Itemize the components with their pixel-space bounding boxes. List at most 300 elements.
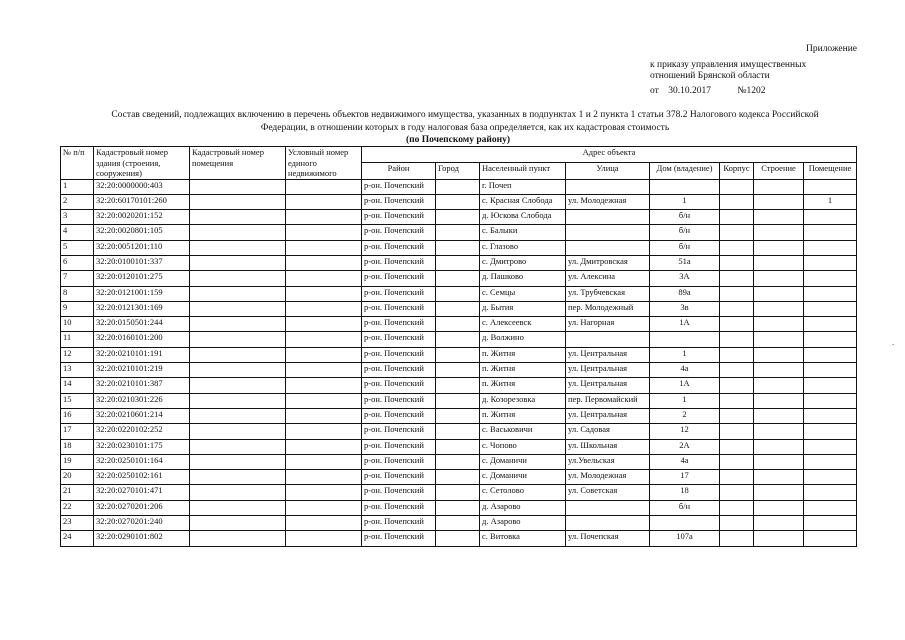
cell-building — [754, 179, 804, 194]
cell-street — [566, 210, 650, 225]
cell-settlement: с. Витовка — [480, 531, 566, 546]
cell-house: 107а — [650, 531, 720, 546]
table-row — [61, 454, 857, 469]
cell-room — [804, 393, 857, 408]
objects-table — [60, 146, 857, 547]
cell-city — [436, 454, 480, 469]
cell-num: 21 — [61, 485, 94, 500]
cell-street — [566, 225, 650, 240]
cell-cad-complex — [286, 301, 362, 316]
cell-cad-room — [190, 408, 286, 423]
cell-settlement: с. Дмитрово — [480, 255, 566, 270]
cell-house: 1А — [650, 317, 720, 332]
cell-cad-room — [190, 393, 286, 408]
cell-num: 17 — [61, 424, 94, 439]
cell-cad-room — [190, 179, 286, 194]
cell-house: 4а — [650, 363, 720, 378]
order-date: 30.10.2017 — [668, 86, 712, 96]
cell-house: 1А — [650, 378, 720, 393]
col-cad-room: Кадастровый номер помещения — [190, 147, 286, 180]
cell-cad-building: 32:20:0100101:337 — [94, 255, 190, 270]
cell-cad-building: 32:20:0220102:252 — [94, 424, 190, 439]
cell-city — [436, 317, 480, 332]
cell-num: 14 — [61, 378, 94, 393]
cell-cad-complex — [286, 408, 362, 423]
cell-settlement: с. Чопово — [480, 439, 566, 454]
cell-street: ул. Молодежная — [566, 194, 650, 209]
cell-cad-building: 32:20:60170101:260 — [94, 194, 190, 209]
cell-cad-complex — [286, 332, 362, 347]
cell-house — [650, 179, 720, 194]
cell-district: р-он. Почепский — [362, 332, 436, 347]
col-cad-building: Кадастровый номер здания (строения, сооружения) — [94, 147, 190, 180]
table-row — [61, 179, 857, 194]
cell-cad-building: 32:20:0270101:471 — [94, 485, 190, 500]
cell-building — [754, 332, 804, 347]
cell-cad-building: 32:20:0210101:387 — [94, 378, 190, 393]
table-row — [61, 408, 857, 423]
cell-street — [566, 516, 650, 531]
cell-cad-complex — [286, 470, 362, 485]
cell-settlement: с. Алексеевск — [480, 317, 566, 332]
cell-street: ул. Дмитровская — [566, 255, 650, 270]
cell-building — [754, 347, 804, 362]
table-row — [61, 286, 857, 301]
cell-room — [804, 363, 857, 378]
cell-street: ул. Центральная — [566, 378, 650, 393]
cell-cad-room — [190, 531, 286, 546]
cell-cad-room — [190, 454, 286, 469]
col-room: Помещение — [804, 163, 857, 179]
cell-house: 1 — [650, 347, 720, 362]
table-row — [61, 393, 857, 408]
cell-settlement: с. Васьковичи — [480, 424, 566, 439]
cell-cad-room — [190, 317, 286, 332]
cell-num: 1 — [61, 179, 94, 194]
cell-district: р-он. Почепский — [362, 439, 436, 454]
cell-num: 22 — [61, 500, 94, 515]
cell-korpus — [720, 332, 754, 347]
cell-cad-building: 32:20:0210101:191 — [94, 347, 190, 362]
table-row — [61, 332, 857, 347]
cell-cad-complex — [286, 225, 362, 240]
cell-korpus — [720, 301, 754, 316]
cell-district: р-он. Почепский — [362, 286, 436, 301]
cell-settlement: п. Житня — [480, 408, 566, 423]
cell-room — [804, 301, 857, 316]
cell-house: б/н — [650, 500, 720, 515]
cell-room: 1 — [804, 194, 857, 209]
cell-district: р-он. Почепский — [362, 317, 436, 332]
cell-cad-building: 32:20:0020801:105 — [94, 225, 190, 240]
cell-cad-room — [190, 424, 286, 439]
cell-cad-building: 32:20:0051201:110 — [94, 240, 190, 255]
cell-korpus — [720, 286, 754, 301]
cell-num: 9 — [61, 301, 94, 316]
cell-cad-room — [190, 363, 286, 378]
cell-settlement: д. Пашково — [480, 271, 566, 286]
cell-num: 10 — [61, 317, 94, 332]
cell-cad-complex — [286, 378, 362, 393]
cell-district: р-он. Почепский — [362, 516, 436, 531]
table-row — [61, 194, 857, 209]
table-row — [61, 500, 857, 515]
cell-cad-complex — [286, 393, 362, 408]
cell-korpus — [720, 424, 754, 439]
cell-room — [804, 500, 857, 515]
cell-room — [804, 516, 857, 531]
cell-district: р-он. Почепский — [362, 194, 436, 209]
cell-building — [754, 408, 804, 423]
col-district: Район — [362, 163, 436, 179]
cell-korpus — [720, 317, 754, 332]
cell-korpus — [720, 516, 754, 531]
cell-city — [436, 470, 480, 485]
cell-cad-complex — [286, 210, 362, 225]
cell-cad-building: 32:20:0290101:802 — [94, 531, 190, 546]
cell-house: 4а — [650, 454, 720, 469]
cell-korpus — [720, 255, 754, 270]
cell-city — [436, 332, 480, 347]
table-row — [61, 531, 857, 546]
cell-city — [436, 378, 480, 393]
table-header-row — [61, 147, 857, 163]
cell-cad-complex — [286, 255, 362, 270]
table-row — [61, 210, 857, 225]
cell-city — [436, 179, 480, 194]
cell-city — [436, 240, 480, 255]
cell-house: 12 — [650, 424, 720, 439]
cell-district: р-он. Почепский — [362, 531, 436, 546]
table-row — [61, 470, 857, 485]
cell-room — [804, 439, 857, 454]
cell-street: ул. Нагорная — [566, 317, 650, 332]
cell-house — [650, 332, 720, 347]
cell-room — [804, 531, 857, 546]
cell-cad-building: 32:20:0150501:244 — [94, 317, 190, 332]
cell-num: 5 — [61, 240, 94, 255]
cell-cad-building: 32:20:0210101:219 — [94, 363, 190, 378]
cell-korpus — [720, 408, 754, 423]
cell-num: 8 — [61, 286, 94, 301]
cell-cad-room — [190, 240, 286, 255]
cell-street: ул. Центральная — [566, 408, 650, 423]
cell-cad-room — [190, 194, 286, 209]
cell-house — [650, 516, 720, 531]
cell-street: ул. Садовая — [566, 424, 650, 439]
cell-korpus — [720, 393, 754, 408]
cell-settlement: д. Волжино — [480, 332, 566, 347]
cell-korpus — [720, 225, 754, 240]
cell-room — [804, 255, 857, 270]
cell-building — [754, 194, 804, 209]
cell-settlement: с. Глазово — [480, 240, 566, 255]
cell-cad-complex — [286, 194, 362, 209]
cell-settlement: п. Житня — [480, 363, 566, 378]
cell-cad-room — [190, 332, 286, 347]
cell-city — [436, 408, 480, 423]
cell-building — [754, 210, 804, 225]
cell-city — [436, 194, 480, 209]
cell-city — [436, 500, 480, 515]
cell-cad-room — [190, 500, 286, 515]
cell-district: р-он. Почепский — [362, 454, 436, 469]
cell-cad-building: 32:20:0020201:152 — [94, 210, 190, 225]
cell-cad-room — [190, 485, 286, 500]
cell-district: р-он. Почепский — [362, 271, 436, 286]
cell-house: 51а — [650, 255, 720, 270]
cell-house: 3А — [650, 271, 720, 286]
cell-street: пер. Молодежный — [566, 301, 650, 316]
table-row — [61, 378, 857, 393]
cell-settlement: д. Азарово — [480, 516, 566, 531]
cell-num: 4 — [61, 225, 94, 240]
cell-korpus — [720, 378, 754, 393]
cell-room — [804, 485, 857, 500]
cell-house: 89а — [650, 286, 720, 301]
cell-korpus — [720, 194, 754, 209]
date-prefix: от — [650, 86, 659, 96]
cell-room — [804, 424, 857, 439]
document-subtitle: (по Почепскому району) — [405, 135, 511, 145]
cell-street: ул. Школьная — [566, 439, 650, 454]
cell-num: 16 — [61, 408, 94, 423]
cell-settlement: с. Доманичи — [480, 470, 566, 485]
cell-house: б/н — [650, 225, 720, 240]
table-row — [61, 485, 857, 500]
cell-num: 7 — [61, 271, 94, 286]
cell-building — [754, 363, 804, 378]
cell-cad-room — [190, 378, 286, 393]
cell-settlement: п. Житня — [480, 378, 566, 393]
table-row — [61, 439, 857, 454]
cell-settlement: д. Юскова Слобода — [480, 210, 566, 225]
cell-korpus — [720, 454, 754, 469]
cell-room — [804, 408, 857, 423]
table-row — [61, 347, 857, 362]
col-city: Город — [436, 163, 480, 179]
cell-city — [436, 363, 480, 378]
cell-street: ул. Центральная — [566, 347, 650, 362]
cell-house: б/н — [650, 240, 720, 255]
cell-cad-building: 32:20:0270201:240 — [94, 516, 190, 531]
cell-korpus — [720, 179, 754, 194]
cell-num: 2 — [61, 194, 94, 209]
cell-street — [566, 240, 650, 255]
cell-district: р-он. Почепский — [362, 393, 436, 408]
cell-district: р-он. Почепский — [362, 408, 436, 423]
cell-building — [754, 255, 804, 270]
col-building: Строение — [754, 163, 804, 179]
cell-room — [804, 378, 857, 393]
cell-district: р-он. Почепский — [362, 240, 436, 255]
cell-district: р-он. Почепский — [362, 470, 436, 485]
cell-building — [754, 393, 804, 408]
cell-district: р-он. Почепский — [362, 225, 436, 240]
table-row — [61, 424, 857, 439]
cell-room — [804, 470, 857, 485]
order-line-1: к приказу управления имущественных — [650, 60, 807, 70]
cell-korpus — [720, 240, 754, 255]
cell-street: ул. Алексина — [566, 271, 650, 286]
cell-building — [754, 271, 804, 286]
cell-house: 17 — [650, 470, 720, 485]
cell-district: р-он. Почепский — [362, 210, 436, 225]
cell-house: 3в — [650, 301, 720, 316]
cell-street: ул. Почепская — [566, 531, 650, 546]
table-row — [61, 240, 857, 255]
cell-room — [804, 225, 857, 240]
cell-house: 2 — [650, 408, 720, 423]
cell-settlement: д. Козорезовка — [480, 393, 566, 408]
cell-korpus — [720, 271, 754, 286]
cell-korpus — [720, 485, 754, 500]
cell-korpus — [720, 470, 754, 485]
cell-city — [436, 347, 480, 362]
table-row — [61, 317, 857, 332]
cell-city — [436, 485, 480, 500]
cell-cad-complex — [286, 485, 362, 500]
appendix-label: Приложение — [806, 44, 857, 54]
cell-cad-complex — [286, 271, 362, 286]
cell-num: 19 — [61, 454, 94, 469]
cell-room — [804, 179, 857, 194]
cell-house: б/н — [650, 210, 720, 225]
col-street: Улица — [566, 163, 650, 179]
cell-cad-building: 32:20:0270201:206 — [94, 500, 190, 515]
cell-building — [754, 485, 804, 500]
cell-cad-complex — [286, 179, 362, 194]
cell-street: ул.Увельская — [566, 454, 650, 469]
cell-cad-building: 32:20:0250101:164 — [94, 454, 190, 469]
cell-cad-building: 32:20:0210301:226 — [94, 393, 190, 408]
cell-cad-room — [190, 271, 286, 286]
cell-settlement: с. Доманичи — [480, 454, 566, 469]
cell-city — [436, 439, 480, 454]
cell-house: 18 — [650, 485, 720, 500]
cell-settlement: с. Сетолово — [480, 485, 566, 500]
cell-cad-complex — [286, 347, 362, 362]
cell-district: р-он. Почепский — [362, 485, 436, 500]
cell-num: 23 — [61, 516, 94, 531]
cell-room — [804, 454, 857, 469]
table-row — [61, 225, 857, 240]
cell-building — [754, 516, 804, 531]
cell-cad-complex — [286, 317, 362, 332]
cell-city — [436, 516, 480, 531]
cell-building — [754, 500, 804, 515]
cell-num: 11 — [61, 332, 94, 347]
cell-house: 1 — [650, 393, 720, 408]
order-number: №1202 — [737, 86, 766, 96]
cell-cad-room — [190, 210, 286, 225]
cell-room — [804, 210, 857, 225]
cell-korpus — [720, 500, 754, 515]
cell-num: 3 — [61, 210, 94, 225]
cell-city — [436, 393, 480, 408]
cell-num: 6 — [61, 255, 94, 270]
cell-street: пер. Первомайский — [566, 393, 650, 408]
col-cad-complex: Условный номер единого недвижимого — [286, 147, 362, 180]
table-body — [61, 179, 857, 546]
table-row — [61, 271, 857, 286]
table-row — [61, 516, 857, 531]
cell-district: р-он. Почепский — [362, 378, 436, 393]
cell-building — [754, 424, 804, 439]
cell-cad-complex — [286, 286, 362, 301]
col-korpus: Корпус — [720, 163, 754, 179]
cell-street — [566, 179, 650, 194]
cell-cad-complex — [286, 240, 362, 255]
cell-cad-building: 32:20:0250102:161 — [94, 470, 190, 485]
cell-building — [754, 225, 804, 240]
cell-num: 20 — [61, 470, 94, 485]
cell-street: ул. Трубчевская — [566, 286, 650, 301]
cell-num: 18 — [61, 439, 94, 454]
cell-city — [436, 286, 480, 301]
col-house: Дом (владение) — [650, 163, 720, 179]
cell-cad-room — [190, 470, 286, 485]
cell-num: 15 — [61, 393, 94, 408]
cell-building — [754, 317, 804, 332]
cell-district: р-он. Почепский — [362, 179, 436, 194]
cell-cad-building: 32:20:0230101:175 — [94, 439, 190, 454]
cell-city — [436, 531, 480, 546]
cell-street — [566, 332, 650, 347]
cell-building — [754, 378, 804, 393]
cell-building — [754, 531, 804, 546]
cell-cad-building: 32:20:0160101:200 — [94, 332, 190, 347]
cell-korpus — [720, 210, 754, 225]
cell-cad-building: 32:20:0120101:275 — [94, 271, 190, 286]
cell-street: ул. Молодежная — [566, 470, 650, 485]
margin-mark: . — [892, 337, 895, 347]
cell-city — [436, 424, 480, 439]
cell-city — [436, 301, 480, 316]
cell-settlement: с. Балыки — [480, 225, 566, 240]
cell-cad-room — [190, 225, 286, 240]
cell-district: р-он. Почепский — [362, 347, 436, 362]
cell-cad-complex — [286, 531, 362, 546]
cell-cad-complex — [286, 454, 362, 469]
cell-num: 12 — [61, 347, 94, 362]
cell-settlement: г. Почеп — [480, 179, 566, 194]
document-title: Состав сведений, подлежащих включению в перечень объектов недвижимого имущества, указанных в подпунктах 1 и 2 пункта 1 статьи 378.2 Налогового кодекса Российской Федерации, в отношении которых в году налоговая база определяется, как их кадастровая стоимость — [111, 110, 819, 133]
cell-cad-building: 32:20:0000000:403 — [94, 179, 190, 194]
cell-city — [436, 255, 480, 270]
cell-cad-room — [190, 439, 286, 454]
cell-house: 2А — [650, 439, 720, 454]
cell-room — [804, 317, 857, 332]
cell-cad-room — [190, 516, 286, 531]
cell-house: 1 — [650, 194, 720, 209]
cell-street — [566, 500, 650, 515]
cell-room — [804, 271, 857, 286]
cell-korpus — [720, 347, 754, 362]
cell-room — [804, 286, 857, 301]
cell-cad-room — [190, 255, 286, 270]
cell-district: р-он. Почепский — [362, 424, 436, 439]
cell-korpus — [720, 363, 754, 378]
cell-num: 24 — [61, 531, 94, 546]
cell-city — [436, 225, 480, 240]
cell-cad-room — [190, 347, 286, 362]
cell-cad-room — [190, 286, 286, 301]
cell-cad-building: 32:20:0121001:159 — [94, 286, 190, 301]
cell-korpus — [720, 439, 754, 454]
order-date-line — [650, 86, 765, 96]
cell-city — [436, 271, 480, 286]
